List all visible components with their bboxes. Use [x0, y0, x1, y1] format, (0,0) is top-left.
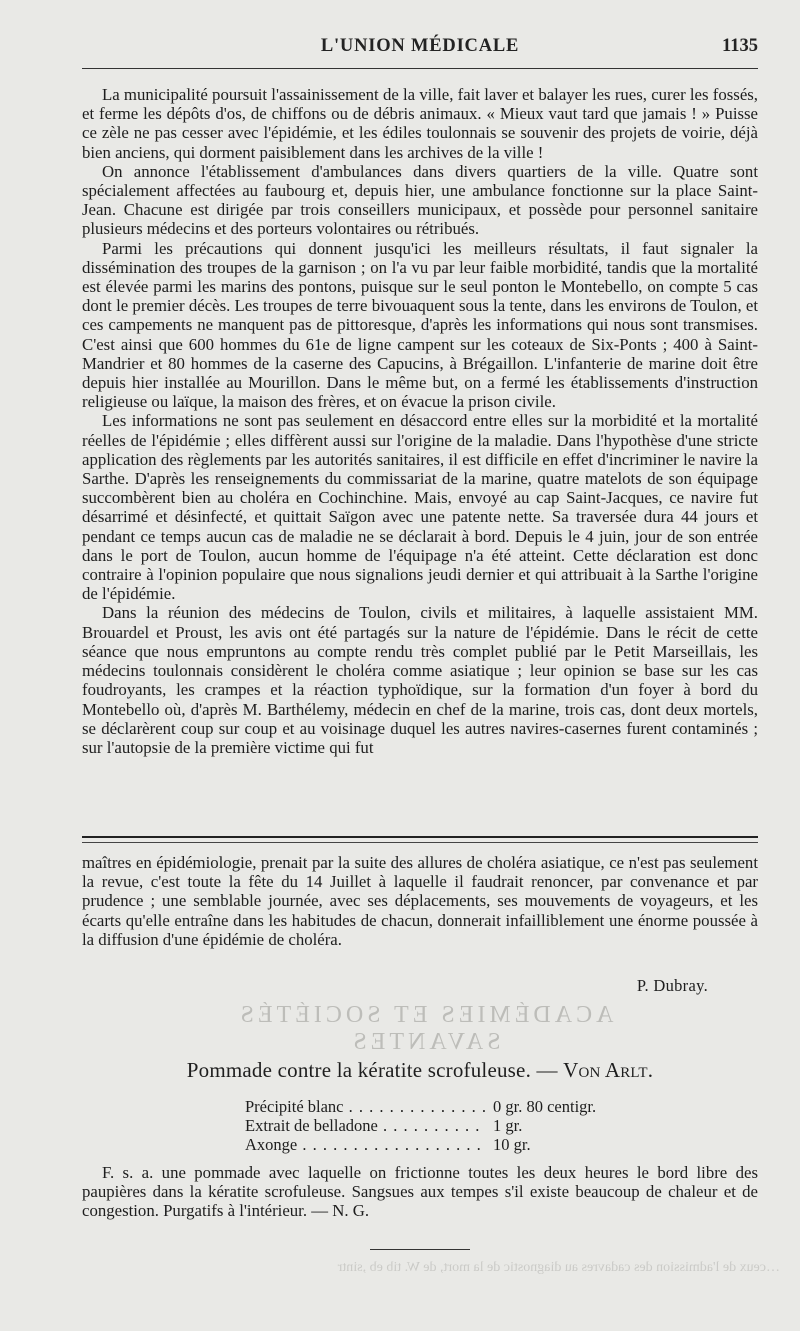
recipe-row [245, 1097, 625, 1116]
section-divider [82, 836, 758, 843]
recipe-row [245, 1116, 625, 1135]
running-head [82, 36, 758, 62]
ingredient-quantity: 0 gr. 80 centigr. [489, 1097, 633, 1116]
ingredient-name: Précipité blanc . . . [245, 1097, 485, 1116]
formula-title-text: Pommade contre la kératite scrofuleuse. — [186, 1058, 564, 1082]
bleed-through-heading: ACADÉMIES ET SOCIÉTÉS SAVANTES [236, 1002, 614, 1055]
article-body [82, 85, 758, 757]
paragraph-continued: maîtres en épidémiologie, prenait par la suite des allures de choléra asiatique, ce n'est pas seulement la revue, c'est toute la fête du 14 Juillet à laquelle il faudrait renoncer, par convenance et par prudence ; une semblable journée, avec ses déplacements, ses mouvements de voyageurs, et les écarts qu'elle entraîne dans les habitudes de chacun, donnerait infailliblement une énorme poussée à la diffusion d'une épidémie de choléra. [82, 853, 758, 949]
paragraph-meeting: Dans la réunion des médecins de Toulon, civils et militaires, à laquelle assistaient MM. Brouardel et Proust, les avis ont été partagés sur la nature de l'épidémie. Dans le récit de cette séance que nous empruntons au compte rendu très complet publié par le Petit Marseillais, les médecins toulonnais considèrent le choléra comme asiatique ; leur opinion se base sur les cas foudroyants, les crampes et la réaction typhoïdique, sur la formation d'un foyer à bord du Montebello où, d'après M. Barthélemy, médecin en chef de la marine, trois cas, dont deux mortels, se déclarèrent coup sur coup et au voisinage duquel les autres navires-casernes furent contaminés ; sur l'autopsie de la première victime qui fut [82, 603, 758, 757]
paragraph-instructions: F. s. a. une pommade avec laquelle on frictionne toutes les deux heures le bord libre des paupières dans la kératite scrofuleuse. Sangsues aux tempes s'il existe beaucoup de chaleur et de congestion. Purgatifs à l'intérieur. — N. G. [82, 1163, 758, 1221]
paragraph-troops: Parmi les précautions qui donnent jusqu'ici les meilleurs résultats, il faut signaler la dissémination des troupes de la garnison ; on l'a vu par leur faible morbidité, tandis que la mortalité est élevée parmi les marins des pontons, puisque sur le seul ponton le Montebello, on compte 5 cas dont le premier décès. Les troupes de terre bivouaquent sous la tente, dans les environs de Toulon, et ces campements ne manquent pas de pittoresque, d'après les informations qui nous sont transmises. C'est ainsi que 600 hommes du 61e de ligne campent sur les coteaux de Six-Ponts ; 400 à Saint-Mandrier et 80 hommes de la caserne des Capucins, à Brégaillon. L'infanterie de marine doit être depuis hier installée au Mourillon. Dans le même but, on a fermé les établissements d'instruction religieuse ou laïque, la maison des frères, et on évacue la prison civile. [82, 238, 758, 412]
ingredient-quantity: 10 gr. [489, 1135, 633, 1154]
formula-title [82, 1058, 758, 1083]
paragraph-origin: Les informations ne sont pas seulement en désaccord entre elles sur la morbidité et la mortalité réelles de l'épidémie ; elles diffèrent aussi sur l'origine de la maladie. Dans l'hypothèse d'une stricte application des règlements par les autorités sanitaires, il est difficile en effet d'incriminer le navire la Sarthe. D'après les renseignements du commissariat de la marine, quatre matelots de son équipage succombèrent bien au choléra en Cochinchine. Mais, envoyé au cap Saint-Jacques, ce navire fut désarrimé et désinfecté, et quittait Saïgon avec une patente nette. Sa traversée dura 44 jours et pendant ce temps aucun cas de maladie ne se déclarait à bord. Depuis le 4 juin, jour de son entrée dans le port de Toulon, aucun homme de l'équipage n'a été atteint. Cette déclaration est donc contraire à l'opinion populaire que nous signalions jeudi dernier et qui attribuait à la Sarthe l'origine de l'épidémie. [82, 411, 758, 604]
ingredient-name: Axonge . . . [245, 1135, 485, 1154]
formula-author: Von Arlt. [563, 1058, 654, 1082]
ingredient-quantity: 1 gr. [489, 1116, 633, 1135]
header-rule [82, 68, 758, 69]
bleed-through-text: …ceux de l'admission des cadavres au diagnostic de la mort, de W. tib eb ,sintr [337, 1260, 780, 1275]
recipe-instructions [82, 1163, 758, 1221]
paragraph-ambulances: On annonce l'établissement d'ambulances dans divers quartiers de la ville. Quatre sont spécialement affectées au faubourg et, depuis hier, une ambulance fonctionne sur la place Saint-Jean. Chacune est dirigée par trois conseillers municipaux, et possède pour personnel sanitaire plusieurs médecins et des porteurs volontaires ou rétribués. [82, 161, 758, 239]
page-number: 1135 [722, 36, 758, 56]
ingredient-name: Extrait de belladone . . . [245, 1116, 485, 1135]
paragraph-sanitation: La municipalité poursuit l'assainissement de la ville, fait laver et balayer les rues, curer les fossés, et ferme les dépôts d'os, de chiffons ou de débris animaux. « Mieux vaut tard que jamais ! » Puisse ce zèle ne pas cesser avec l'épidémie, et les édiles toulonnais se souvenir des projets de voirie, déjà bien anciens, qui dorment paisiblement dans les archives de la ville ! [82, 85, 758, 162]
recipe-row [245, 1135, 625, 1154]
continued-article [82, 853, 758, 949]
author-signature: P. Dubray. [636, 976, 708, 995]
end-rule [370, 1249, 470, 1250]
journal-title: L'UNION MÉDICALE [320, 36, 520, 56]
recipe-list [245, 1097, 625, 1154]
